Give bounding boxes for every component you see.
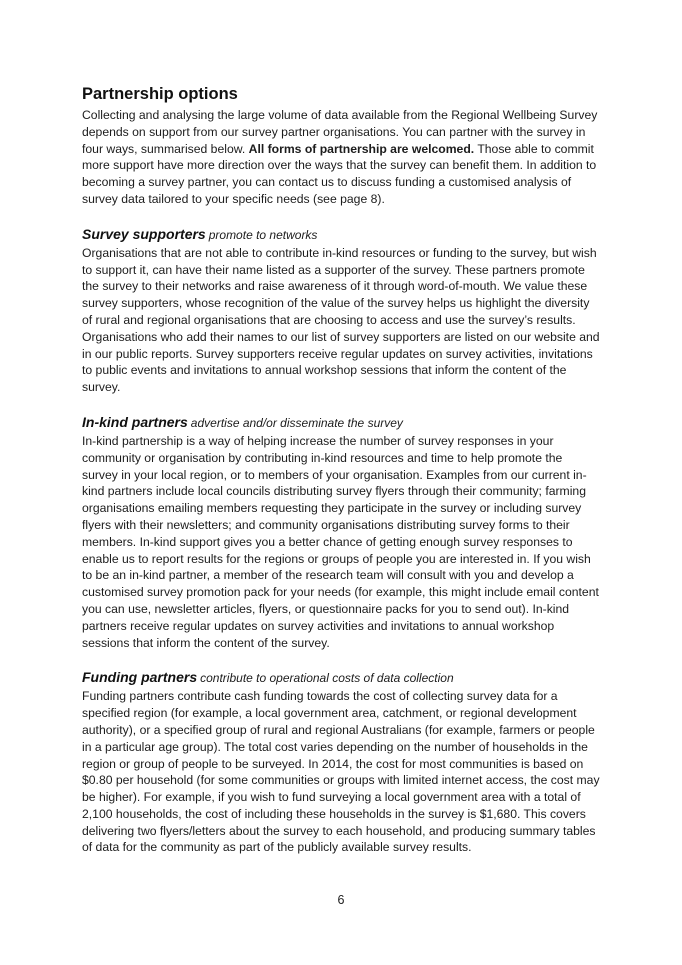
intro-text-start: Collecting and analysing the large volume of data available from the Regional Wellbeing Survey depends on support from our survey partner organisations. You can partner with the survey in four ways, summarised below. [82, 108, 598, 156]
section-title: Survey supporters [82, 225, 206, 242]
section-title: In-kind partners [82, 413, 188, 430]
section-body: In-kind partnership is a way of helping increase the number of survey responses in your community or organisation by contributing in-kind resources and time to help promote the survey in your local region, or to members of your organisation. Examples from our current in-kind partners include local councils distributing survey flyers through their community; farming organisations emailing members requesting they participate in the survey or including survey flyers with their newsletters; and community organisations distributing survey forms to their members. In-kind support gives you a better chance of getting enough survey responses to enable us to report results for the regions or groups of people you are interested in. If you wish to be an in-kind partner, a member of the research team will consult with you and develop a customised survey promotion pack for your needs (for example, this might include email content you can use, newsletter articles, flyers, or questionnaire packs for you to send out). In-kind partners receive regular updates on survey activities and invitations to annual workshop sessions that inform the content of the survey. [82, 433, 599, 650]
intro-bold-text: All forms of partnership are welcomed. [248, 141, 475, 156]
section-funding-partners [82, 668, 600, 856]
intro-paragraph [82, 107, 600, 208]
section-heading [82, 225, 600, 244]
section-title: Funding partners [82, 669, 198, 686]
section-survey-supporters [82, 225, 600, 396]
document-page [82, 84, 600, 856]
page-title: Partnership options [82, 85, 238, 103]
section-heading [82, 668, 600, 687]
section-body: Funding partners contribute cash funding towards the cost of collecting survey data for a specified region (for example, a local government area, catchment, or regional development authority), or a specified group of rural and regional Australians (for example, farmers or people in a particular age group). The total cost varies depending on the number of households in the region or group of people to be surveyed. In 2014, the cost for most communities is based on $0.80 per household (for some communities or groups with limited internet access, the cost may be higher). For example, if you wish to fund surveying a local government area with a total of 2,100 households, the cost of including these households in the survey is $1,680. This covers delivering two flyers/letters about the survey to each household, and producing summary tables of data for the community as part of the publicly available survey results. [82, 689, 600, 855]
section-in-kind-partners [82, 413, 600, 651]
section-heading [82, 413, 600, 432]
page-number: 6 [337, 893, 345, 907]
section-subtitle: contribute to operational costs of data collection [200, 671, 454, 686]
section-body: Organisations that are not able to contribute in-kind resources or funding to the survey, but wish to support it, can have their name listed as a supporter of the survey. These partners promote the survey to their networks and raise awareness of it through word-of-mouth. We value these survey supporters, whose recognition of the value of the survey helps us highlight the diversity of rural and regional organisations that are choosing to access and use the survey’s results. Organisations who add their names to our list of survey supporters are listed on our website and in our public reports. Survey supporters receive regular updates on survey activities, invitations to public events and invitations to annual workshop sessions that inform the content of the survey. [82, 245, 600, 395]
intro-text-end: Those able to commit more support have more direction over the ways that the survey can benefit them. In addition to becoming a survey partner, you can contact us to discuss funding a customised analysis of survey data tailored to your specific needs (see page 8). [82, 141, 597, 206]
section-subtitle: promote to networks [208, 227, 318, 242]
section-subtitle: advertise and/or disseminate the survey [190, 415, 403, 430]
